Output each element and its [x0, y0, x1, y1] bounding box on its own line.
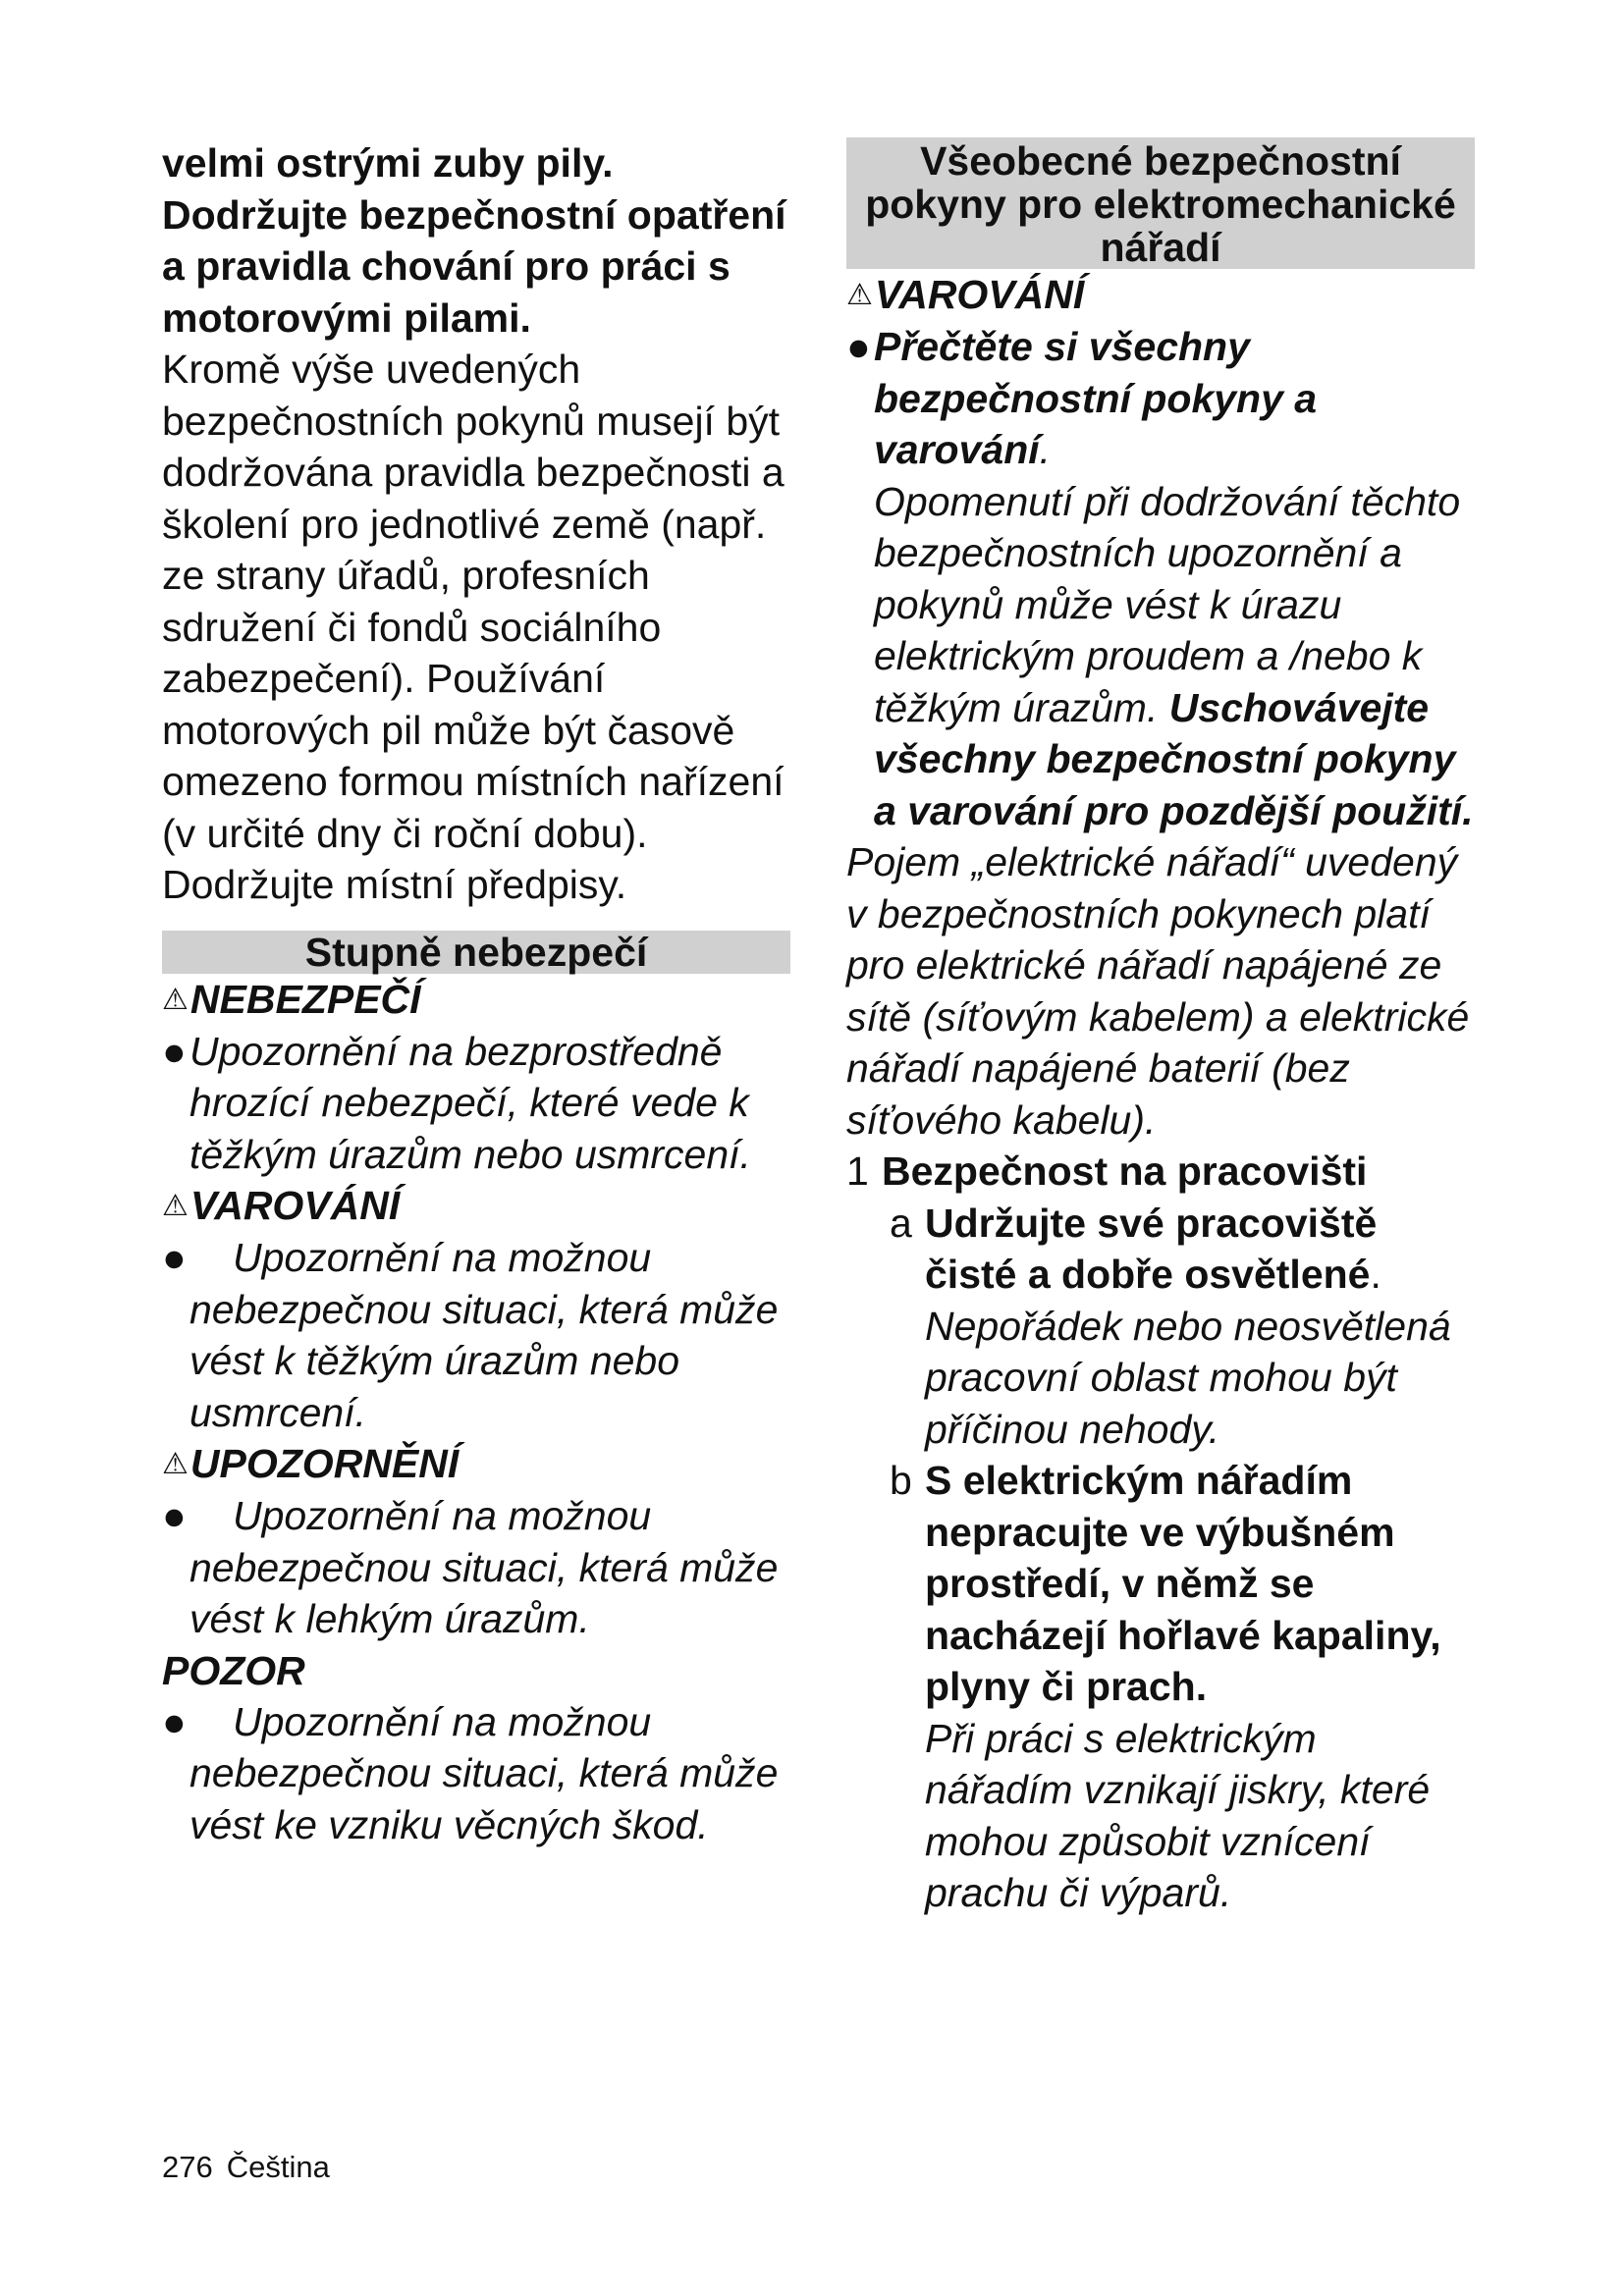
notice-label: POZOR [162, 1647, 305, 1693]
caution-label: UPOZORNĚNÍ [189, 1441, 460, 1486]
warning-item [162, 1232, 790, 1438]
item-1-number: 1 [846, 1148, 869, 1194]
read-instructions-item [846, 321, 1475, 836]
bullet-dot: ● [162, 1698, 187, 1744]
warning-triangle-icon: ⚠ [162, 983, 189, 1016]
danger-label: NEBEZPEČÍ [189, 976, 421, 1022]
keep-instructions-bold: Uschovávejte všechny bezpečnostní pokyny a varování pro pozdější použití. [874, 684, 1474, 833]
item-1a [846, 1198, 1475, 1456]
intro-bold: velmi ostrými zuby pily. Dodržujte bezpečnostní opatření a pravidla chování pro práci s motorovými pilami. [162, 140, 786, 341]
danger-heading [162, 974, 790, 1026]
bullet-dot: ● [846, 324, 871, 369]
caution-heading [162, 1438, 790, 1490]
danger-text: Upozornění na bezprostředně hrozící nebezpečí, které vede k těžkým úrazům nebo usmrcení. [189, 1028, 751, 1177]
left-column [162, 137, 790, 1850]
warning-label: VAROVÁNÍ [189, 1183, 401, 1228]
warning-triangle-icon: ⚠ [162, 1190, 189, 1222]
warning-text: Upozornění na možnou nebezpečnou situaci, která může vést k těžkým úrazům nebo usmrcení. [189, 1235, 779, 1435]
right-warning-heading [846, 269, 1475, 321]
read-instructions-period: . [1039, 427, 1052, 472]
bullet-dot: ● [162, 1028, 187, 1074]
hazard-levels-title: Stupně nebezpečí [162, 931, 790, 974]
bullet-dot: ● [162, 1493, 187, 1538]
item-1a-period: . [1370, 1252, 1381, 1297]
term-definition: Pojem „elektrické nářadí“ uvedený v bezpečnostních pokynech platí pro elektrické nářadí napájené ze sítě (síťovým kabelem) a elektrické nářadí napájené baterií (bez síťového kabelu). [846, 839, 1470, 1143]
general-safety-title: Všeobecné bezpečnostní pokyny pro elektromechanické nářadí [846, 137, 1475, 269]
notice-text: Upozornění na možnou nebezpečnou situaci, která může vést ke vzniku věcných škod. [189, 1698, 779, 1847]
caution-item [162, 1490, 790, 1645]
bullet-dot: ● [162, 1235, 187, 1280]
intro-text: Kromě výše uvedených bezpečnostních pokynů musejí být dodržována pravidla bezpečnosti a školení pro jednotlivé země (např. ze strany úřadů, profesních sdružení či fondů sociálního zabezpečení). Používání motorových pil může být časově omezeno formou místních nařízení (v určité dny či roční dobu). Dodržujte místní předpisy. [162, 347, 785, 907]
right-column [846, 137, 1475, 1919]
item-1a-heading [846, 1198, 1475, 1301]
read-instructions-heading [846, 321, 1475, 476]
warning-triangle-icon: ⚠ [846, 279, 873, 311]
right-warning-label: VAROVÁNÍ [874, 272, 1085, 317]
danger-item [162, 1026, 790, 1181]
footer-language: Čeština [226, 2150, 330, 2184]
item-1a-text: Nepořádek nebo neosvětlená pracovní oblast mohou být příčinou nehody. [925, 1303, 1451, 1452]
item-1b [846, 1455, 1475, 1919]
page-footer [162, 2150, 344, 2185]
warning-triangle-icon: ⚠ [162, 1448, 189, 1480]
read-instructions-bold: Přečtěte si všechny bezpečnostní pokyny a varování [874, 324, 1318, 472]
warning-heading [162, 1180, 790, 1232]
item-1-title: Bezpečnost na pracovišti [882, 1148, 1368, 1194]
read-instructions-text [846, 476, 1475, 837]
item-1a-bold: Udržujte své pracoviště čisté a dobře osvětlené [925, 1200, 1378, 1297]
item-1 [846, 1146, 1475, 1198]
item-1a-letter: a [890, 1200, 912, 1246]
omission-text: Opomenutí při dodržování těchto bezpečnostních upozornění a pokynů může vést k úrazu elektrickým proudem a /nebo k těžkým úrazům. [874, 478, 1461, 730]
notice-item [162, 1696, 790, 1851]
page-number: 276 [162, 2150, 213, 2184]
item-1b-text: Při práci s elektrickým nářadím vznikají jiskry, které mohou způsobit vznícení prachu či výparů. [925, 1715, 1431, 1915]
caution-text: Upozornění na možnou nebezpečnou situaci, která může vést k lehkým úrazům. [189, 1493, 779, 1641]
notice-heading [162, 1645, 790, 1696]
item-1b-heading: S elektrickým nářadím nepracujte ve výbušném prostředí, v němž se nacházejí hořlavé kapaliny, plyny či prach. [925, 1458, 1441, 1709]
item-1b-letter: b [890, 1458, 912, 1503]
